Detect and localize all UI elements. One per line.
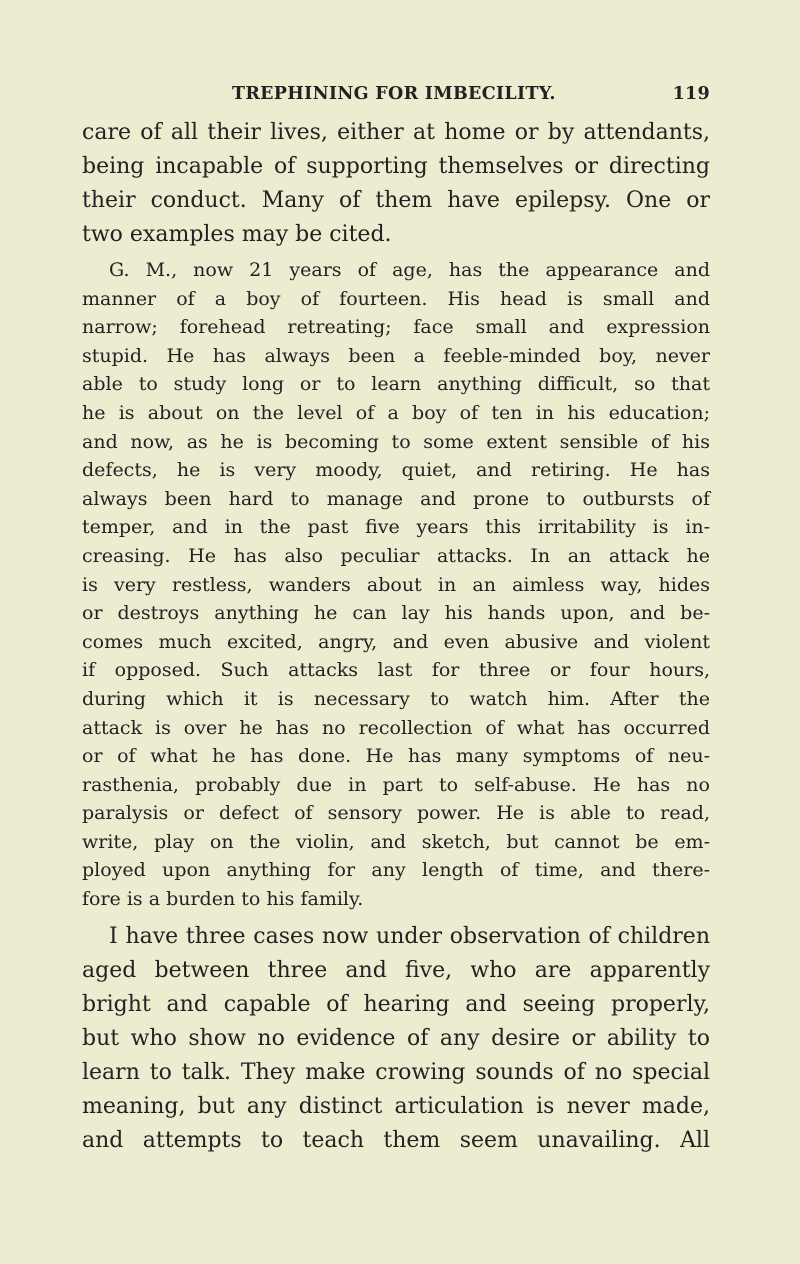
text-line: able to study long or to learn anything difficult, so that bbox=[82, 373, 710, 396]
text-line: temper, and in the past five years this irritability is in- bbox=[82, 516, 710, 539]
text-line: two examples may be cited. bbox=[82, 222, 392, 247]
text-line: attack is over he has no recollection of what has occurred bbox=[82, 716, 710, 739]
text-line: and now, as he is becoming to some extent sensible of his bbox=[82, 430, 710, 453]
case-report-paragraph bbox=[82, 256, 710, 914]
text-line: learn to talk. They make crowing sounds of no special bbox=[82, 1059, 710, 1085]
text-line: narrow; forehead retreating; face small and expression bbox=[82, 316, 710, 339]
text-line: he is about on the level of a boy of ten in his education; bbox=[82, 401, 710, 424]
text-line: paralysis or defect of sensory power. He is able to read, bbox=[82, 802, 710, 825]
paragraph-continuation bbox=[82, 116, 710, 252]
text-line: being incapable of supporting themselves or directing bbox=[82, 154, 710, 179]
text-line: defects, he is very moody, quiet, and retiring. He has bbox=[82, 459, 710, 482]
text-line: but who show no evidence of any desire or ability to bbox=[82, 1025, 710, 1051]
text-line: aged between three and five, who are apparently bbox=[82, 957, 710, 983]
text-line: write, play on the violin, and sketch, but cannot be em- bbox=[82, 830, 710, 853]
paragraph bbox=[82, 920, 710, 1158]
text-line: or destroys anything he can lay his hands upon, and be- bbox=[82, 602, 710, 625]
text-line: their conduct. Many of them have epilepsy. One or bbox=[82, 188, 710, 213]
text-line: rasthenia, probably due in part to self-abuse. He has no bbox=[82, 773, 710, 796]
text-line: meaning, but any distinct articulation is never made, bbox=[82, 1093, 710, 1119]
running-header bbox=[82, 84, 710, 116]
text-line: always been hard to manage and prone to outbursts of bbox=[82, 487, 710, 510]
text-line: is very restless, wanders about in an aimless way, hides bbox=[82, 573, 710, 596]
text-line: and attempts to teach them seem unavailing. All bbox=[82, 1127, 710, 1153]
text-line: comes much excited, angry, and even abusive and violent bbox=[82, 630, 710, 653]
text-line: during which it is necessary to watch him. After the bbox=[82, 687, 710, 710]
text-line: I have three cases now under observation of children bbox=[109, 923, 710, 949]
text-line: fore is a burden to his family. bbox=[82, 888, 364, 911]
text-line: ployed upon anything for any length of time, and there- bbox=[82, 859, 710, 882]
text-line: manner of a boy of fourteen. His head is small and bbox=[82, 287, 710, 310]
text-line: if opposed. Such attacks last for three or four hours, bbox=[82, 659, 710, 682]
page-number: 119 bbox=[672, 84, 710, 104]
book-page bbox=[82, 84, 710, 1158]
text-line: creasing. He has also peculiar attacks. In an attack he bbox=[82, 544, 710, 567]
text-line: or of what he has done. He has many symptoms of neu- bbox=[82, 745, 710, 768]
running-title: TREPHINING FOR IMBECILITY. bbox=[232, 84, 556, 104]
text-line: care of all their lives, either at home or by attendants, bbox=[82, 120, 710, 145]
text-line: bright and capable of hearing and seeing properly, bbox=[82, 991, 710, 1017]
text-line: stupid. He has always been a feeble-minded boy, never bbox=[82, 344, 710, 367]
text-line: G. M., now 21 years of age, has the appearance and bbox=[109, 259, 710, 281]
